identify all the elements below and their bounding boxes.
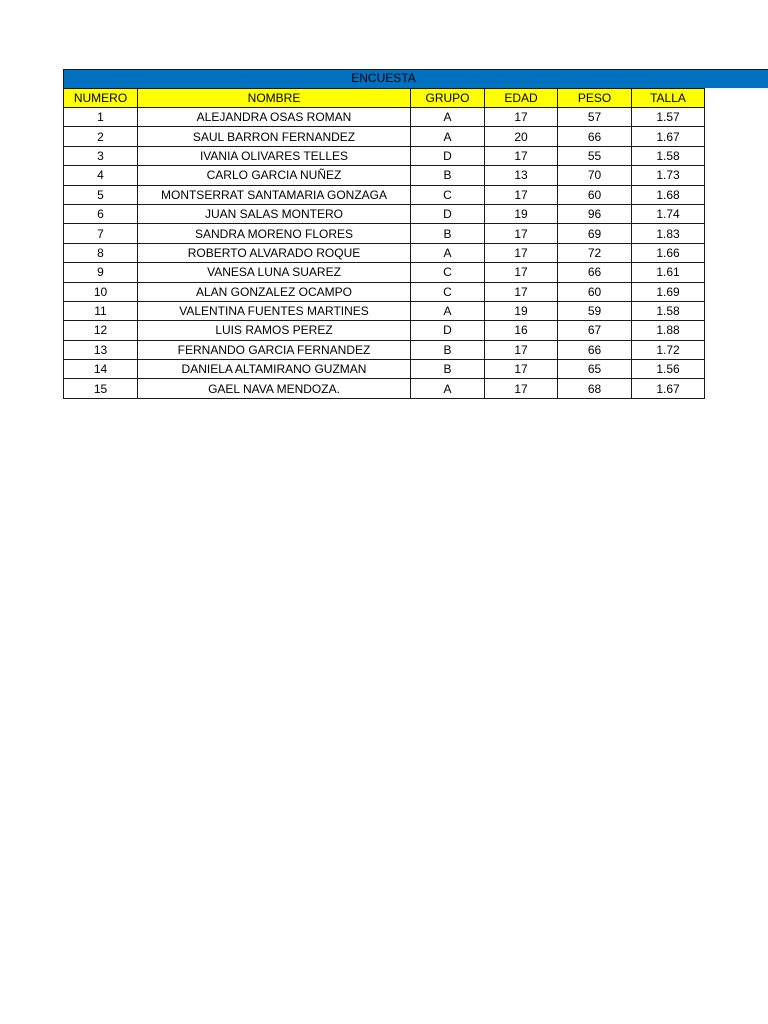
cell-peso: 69 [558, 224, 632, 243]
header-grupo: GRUPO [411, 89, 485, 108]
cell-nombre: IVANIA OLIVARES TELLES [138, 146, 411, 165]
cell-nombre: FERNANDO GARCIA FERNANDEZ [138, 340, 411, 359]
cell-nombre: ROBERTO ALVARADO ROQUE [138, 243, 411, 262]
table-body [64, 108, 705, 399]
cell-nombre: MONTSERRAT SANTAMARIA GONZAGA [138, 185, 411, 204]
cell-edad: 19 [485, 301, 558, 320]
cell-numero: 10 [64, 282, 138, 301]
cell-numero: 11 [64, 301, 138, 320]
cell-edad: 17 [485, 224, 558, 243]
cell-peso: 70 [558, 166, 632, 185]
cell-grupo: B [411, 360, 485, 379]
header-nombre: NOMBRE [138, 89, 411, 108]
cell-nombre: CARLO GARCIA NUÑEZ [138, 166, 411, 185]
table-row [64, 166, 705, 185]
survey-table [63, 88, 705, 399]
cell-edad: 19 [485, 204, 558, 223]
cell-grupo: A [411, 108, 485, 127]
cell-nombre: LUIS RAMOS PEREZ [138, 321, 411, 340]
cell-numero: 6 [64, 204, 138, 223]
cell-nombre: SAUL BARRON FERNANDEZ [138, 127, 411, 146]
cell-edad: 20 [485, 127, 558, 146]
cell-numero: 9 [64, 263, 138, 282]
table-row [64, 360, 705, 379]
table-row [64, 321, 705, 340]
cell-edad: 17 [485, 282, 558, 301]
table-row [64, 301, 705, 320]
table-title: ENCUESTA [351, 71, 416, 85]
cell-talla: 1.56 [632, 360, 705, 379]
cell-peso: 57 [558, 108, 632, 127]
table-row [64, 146, 705, 165]
cell-talla: 1.57 [632, 108, 705, 127]
table-row [64, 340, 705, 359]
cell-talla: 1.68 [632, 185, 705, 204]
cell-talla: 1.61 [632, 263, 705, 282]
cell-peso: 66 [558, 340, 632, 359]
cell-peso: 96 [558, 204, 632, 223]
header-talla: TALLA [632, 89, 705, 108]
cell-peso: 59 [558, 301, 632, 320]
table-row [64, 108, 705, 127]
table-row [64, 282, 705, 301]
cell-grupo: C [411, 282, 485, 301]
cell-peso: 66 [558, 127, 632, 146]
cell-nombre: GAEL NAVA MENDOZA. [138, 379, 411, 398]
cell-nombre: DANIELA ALTAMIRANO GUZMAN [138, 360, 411, 379]
table-row [64, 185, 705, 204]
cell-nombre: VALENTINA FUENTES MARTINES [138, 301, 411, 320]
cell-talla: 1.88 [632, 321, 705, 340]
cell-nombre: SANDRA MORENO FLORES [138, 224, 411, 243]
cell-peso: 65 [558, 360, 632, 379]
cell-numero: 4 [64, 166, 138, 185]
cell-talla: 1.67 [632, 379, 705, 398]
cell-talla: 1.74 [632, 204, 705, 223]
cell-numero: 3 [64, 146, 138, 165]
cell-peso: 67 [558, 321, 632, 340]
cell-grupo: B [411, 340, 485, 359]
cell-peso: 68 [558, 379, 632, 398]
cell-grupo: C [411, 263, 485, 282]
cell-numero: 14 [64, 360, 138, 379]
cell-edad: 17 [485, 340, 558, 359]
cell-grupo: B [411, 224, 485, 243]
cell-talla: 1.72 [632, 340, 705, 359]
table-row [64, 204, 705, 223]
cell-talla: 1.58 [632, 146, 705, 165]
table-row [64, 379, 705, 398]
cell-grupo: A [411, 243, 485, 262]
cell-edad: 17 [485, 360, 558, 379]
cell-numero: 8 [64, 243, 138, 262]
cell-grupo: D [411, 146, 485, 165]
cell-edad: 13 [485, 166, 558, 185]
cell-peso: 72 [558, 243, 632, 262]
cell-peso: 66 [558, 263, 632, 282]
cell-numero: 13 [64, 340, 138, 359]
cell-talla: 1.66 [632, 243, 705, 262]
header-edad: EDAD [485, 89, 558, 108]
cell-grupo: C [411, 185, 485, 204]
cell-nombre: JUAN SALAS MONTERO [138, 204, 411, 223]
cell-edad: 17 [485, 146, 558, 165]
cell-talla: 1.58 [632, 301, 705, 320]
table-row [64, 127, 705, 146]
cell-grupo: D [411, 204, 485, 223]
cell-grupo: B [411, 166, 485, 185]
cell-edad: 16 [485, 321, 558, 340]
cell-grupo: A [411, 301, 485, 320]
cell-talla: 1.67 [632, 127, 705, 146]
cell-numero: 7 [64, 224, 138, 243]
cell-numero: 12 [64, 321, 138, 340]
cell-grupo: A [411, 127, 485, 146]
cell-peso: 60 [558, 282, 632, 301]
cell-numero: 15 [64, 379, 138, 398]
cell-numero: 1 [64, 108, 138, 127]
cell-talla: 1.69 [632, 282, 705, 301]
cell-numero: 2 [64, 127, 138, 146]
cell-edad: 17 [485, 379, 558, 398]
header-row [64, 89, 705, 108]
cell-nombre: VANESA LUNA SUAREZ [138, 263, 411, 282]
cell-grupo: D [411, 321, 485, 340]
cell-edad: 17 [485, 243, 558, 262]
cell-nombre: ALEJANDRA OSAS ROMAN [138, 108, 411, 127]
cell-talla: 1.73 [632, 166, 705, 185]
table-row [64, 224, 705, 243]
cell-nombre: ALAN GONZALEZ OCAMPO [138, 282, 411, 301]
cell-edad: 17 [485, 263, 558, 282]
cell-numero: 5 [64, 185, 138, 204]
table-row [64, 243, 705, 262]
cell-edad: 17 [485, 108, 558, 127]
cell-peso: 55 [558, 146, 632, 165]
cell-peso: 60 [558, 185, 632, 204]
cell-talla: 1.83 [632, 224, 705, 243]
header-peso: PESO [558, 89, 632, 108]
header-numero: NUMERO [64, 89, 138, 108]
table-row [64, 263, 705, 282]
cell-edad: 17 [485, 185, 558, 204]
cell-grupo: A [411, 379, 485, 398]
